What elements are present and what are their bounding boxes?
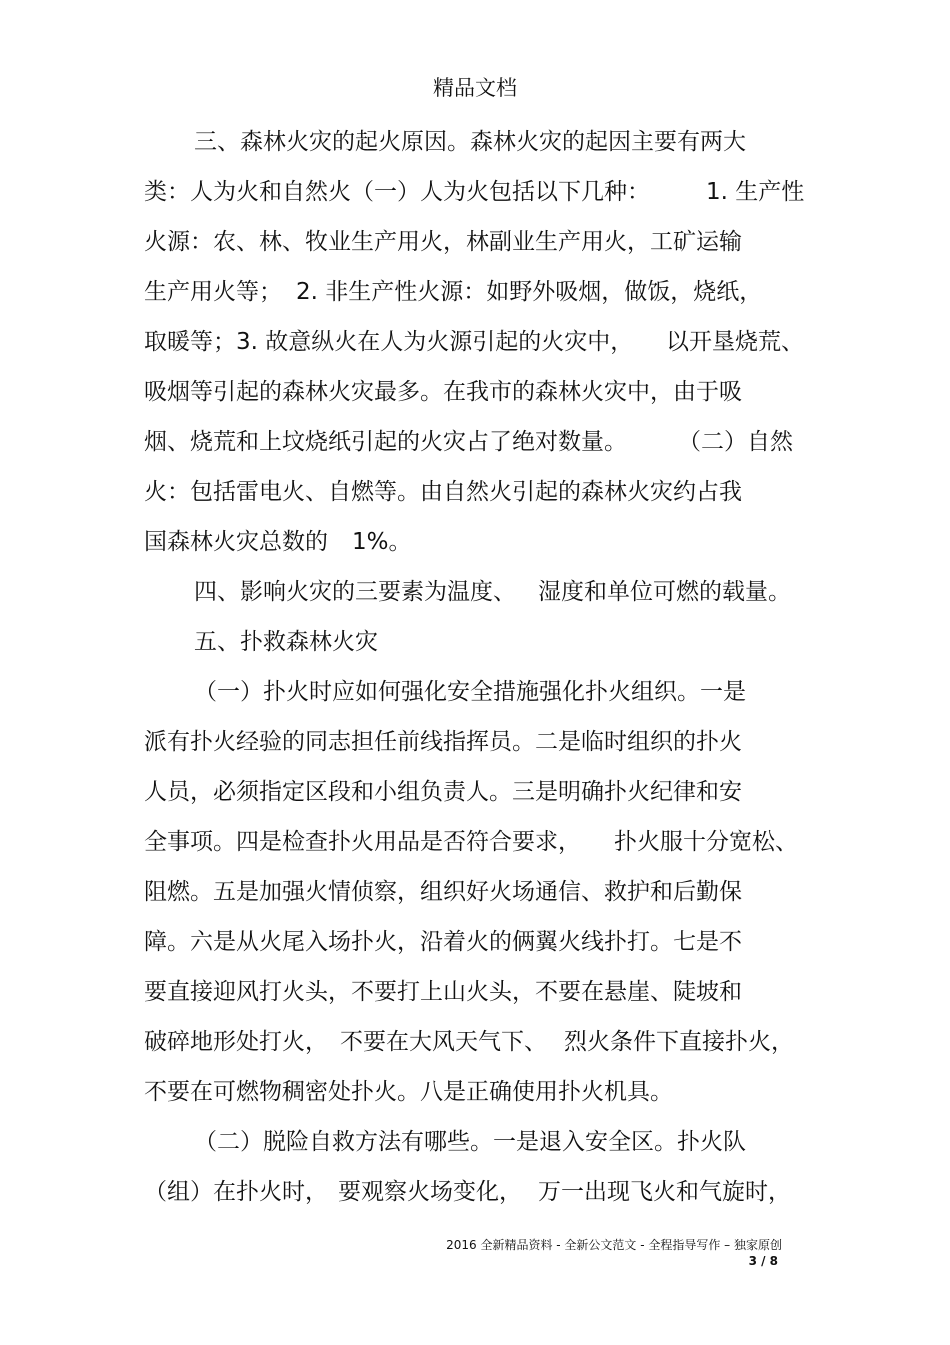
- text-line: （组）在扑火时，: [144, 1179, 328, 1205]
- text-line: （一）扑火时应如何强化安全措施强化扑火组织。一是: [194, 679, 746, 705]
- text-line: 五、扑救森林火灾: [194, 629, 378, 655]
- text-line: 吸烟等引起的森林火灾最多。在我市的森林火灾中，由于吸: [144, 379, 742, 405]
- text-line: 要观察火场变化，: [338, 1179, 522, 1205]
- text-line: 生产用火等；: [144, 279, 282, 305]
- text-line: （二）脱险自救方法有哪些。一是退入安全区。扑火队: [194, 1129, 746, 1155]
- text-line: 派有扑火经验的同志担任前线指挥员。二是临时组织的扑火: [144, 729, 742, 755]
- text-line: 烈火条件下直接扑火，: [564, 1029, 794, 1055]
- text-line: 湿度和单位可燃的载量。: [538, 579, 791, 605]
- text-line: 阻燃。五是加强火情侦察，组织好火场通信、救护和后勤保: [144, 879, 742, 905]
- text-line: 破碎地形处打火，: [144, 1029, 328, 1055]
- text-line: 火：包括雷电火、自燃等。由自然火引起的森林火灾约占我: [144, 479, 742, 505]
- text-line: 类：人为火和自然火（一）人为火包括以下几种：: [144, 179, 650, 205]
- text-line: 要直接迎风打火头，不要打上山火头，不要在悬崖、陡坡和: [144, 979, 742, 1005]
- text-line: 扑火服十分宽松、: [614, 829, 798, 855]
- text-line: 三、森林火灾的起火原因。森林火灾的起因主要有两大: [194, 129, 746, 155]
- text-line: 不要在可燃物稠密处扑火。八是正确使用扑火机具。: [144, 1079, 673, 1105]
- text-line: 1%。: [352, 529, 412, 555]
- page-header-title: 精品文档: [433, 76, 517, 100]
- text-line: （二）自然: [678, 429, 793, 455]
- text-line: 不要在大风天气下、: [340, 1029, 547, 1055]
- text-line: 烟、烧荒和上坟烧纸引起的火灾占了绝对数量。: [144, 429, 627, 455]
- text-line: 四、影响火灾的三要素为温度、: [194, 579, 516, 605]
- page-number: 3 / 8: [748, 1254, 778, 1268]
- text-line: 1. 生产性: [706, 179, 805, 205]
- text-line: 人员，必须指定区段和小组负责人。三是明确扑火纪律和安: [144, 779, 742, 805]
- text-line: 2. 非生产性火源：如野外吸烟，做饭，烧纸，: [296, 279, 763, 305]
- text-line: 全事项。四是检查扑火用品是否符合要求，: [144, 829, 581, 855]
- text-line: 障。六是从火尾入场扑火，沿着火的俩翼火线扑打。七是不: [144, 929, 742, 955]
- text-line: 万一出现飞火和气旋时，: [538, 1179, 791, 1205]
- text-line: 国森林火灾总数的: [144, 529, 328, 555]
- text-line: 取暖等；3. 故意纵火在人为火源引起的火灾中，: [144, 329, 634, 355]
- text-line: 以开垦烧荒、: [666, 329, 804, 355]
- page-footer-text: 2016 全新精品资料 - 全新公文范文 - 全程指导写作 – 独家原创: [446, 1238, 782, 1252]
- text-line: 火源：农、林、牧业生产用火，林副业生产用火，工矿运输: [144, 229, 742, 255]
